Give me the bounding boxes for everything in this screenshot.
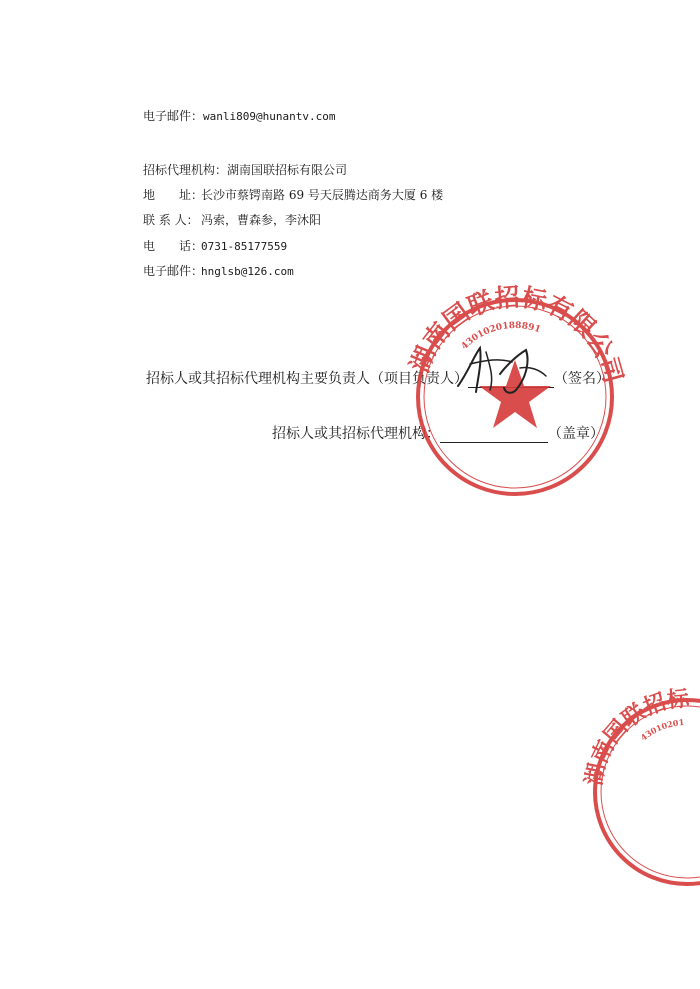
- address-label: 地 址：: [143, 188, 204, 202]
- main-seal-text: 湖南国联招标有限公司: [404, 282, 629, 387]
- agency-contacts: 冯索，曹森参，李沐阳: [201, 213, 322, 227]
- agency-seal-label: 招标人或其招标代理机构：: [272, 426, 440, 442]
- email-label: 电子邮件：: [143, 264, 204, 278]
- edge-seal-text: 湖南国联招标: [580, 685, 691, 788]
- agency-seal-suffix: （盖章）: [548, 426, 604, 442]
- contact-label: 联 系 人：: [143, 213, 199, 227]
- agency-name-label: 招标代理机构：: [143, 163, 228, 177]
- page-edge-seal: [581, 685, 700, 884]
- email-label: 电子邮件：: [143, 109, 204, 123]
- signer-suffix: （签名）: [554, 371, 610, 387]
- tenderer-email: wanli809@hunantv.com: [203, 110, 336, 123]
- signer-label: 招标人或其招标代理机构主要负责人（项目负责人）: [146, 371, 468, 387]
- agency-name: 湖南国联招标有限公司: [227, 163, 348, 177]
- main-seal-number: 4301020188891: [459, 320, 542, 352]
- seal-star-icon: [479, 360, 551, 428]
- agency-email: hnglsb@126.com: [201, 265, 294, 278]
- phone-label: 电 话：: [143, 239, 204, 253]
- agency-address: 长沙市蔡锷南路 69 号天辰腾达商务大厦 6 楼: [201, 188, 444, 202]
- edge-seal-number: 43010201: [638, 717, 685, 743]
- agency-phone: 0731-85177559: [201, 240, 288, 253]
